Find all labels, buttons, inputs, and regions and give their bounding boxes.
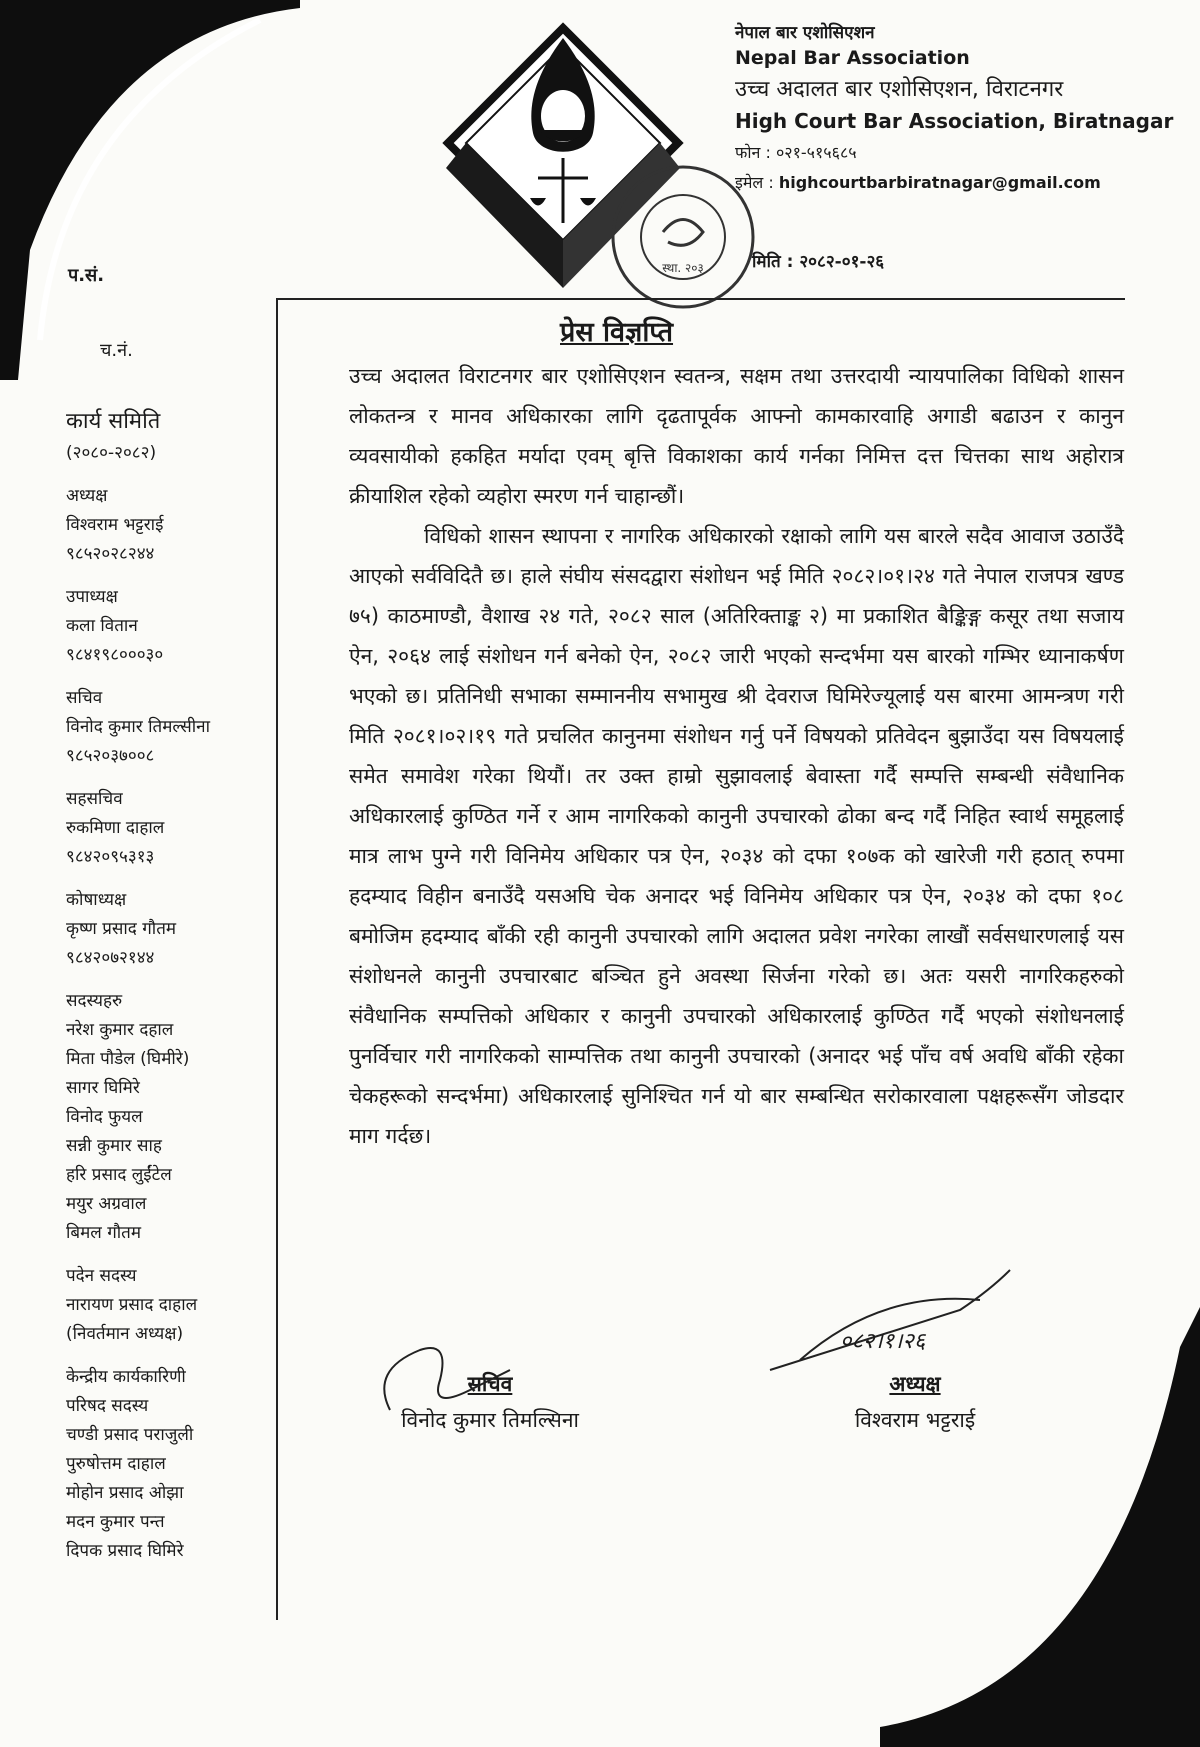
letterhead-text (735, 20, 1175, 193)
official-round-stamp (608, 162, 758, 312)
committee-heading (66, 405, 271, 468)
email-line (735, 171, 1175, 193)
member-role: सचिव (66, 688, 103, 708)
member-role: उपाध्यक्ष (66, 587, 118, 607)
branch-name-english: High Court Bar Association, Biratnagar (735, 109, 1174, 133)
member-joint-secretary (66, 785, 271, 872)
president-signature-block (800, 1329, 1030, 1434)
member-role: सहसचिव (66, 789, 123, 809)
letter-date (752, 249, 884, 272)
date-value: २०८२-०१-२६ (799, 252, 885, 272)
phone-number: ०२१-५१५६८५ (775, 143, 857, 162)
secretary-name: विनोद कुमार तिमल्सिना (401, 1408, 579, 1432)
list-item: मिता पौडेल (घिमीरे) (66, 1049, 190, 1069)
member-secretary (66, 684, 271, 771)
president-name: विश्वराम भट्टराई (854, 1408, 976, 1432)
list-item: दिपक प्रसाद घिमिरे (66, 1541, 184, 1561)
member-phone: ९८४२०९५३१३ (66, 847, 155, 867)
member-name: कृष्ण प्रसाद गौतम (66, 919, 177, 939)
header-divider (276, 298, 1125, 300)
email-label: इमेल : (735, 173, 774, 192)
paragraph-2: विधिको शासन स्थापना र नागरिक अधिकारको रक्षाको लागि यस बारले सदैव आवाज उठाउँदै आएको सर्वविदितै छ। हाले संघीय संसदद्वारा संशोधन भई मिति २०८२।०१।२४ गते नेपाल राजपत्र खण्ड ७५) काठमाण्डौ, वैशाख २४ गते, २०८२ साल (अतिरिक्ताङ्क २) मा प्रकाशित बैङ्किङ्ग कसूर तथा सजाय ऐन, २०६४ लाई संशोधन गर्न बनेको ऐन, २०८२ जारी भएको सन्दर्भमा यस बारको गम्भिर ध्यानाकर्षण भएको छ। प्रतिनिधी सभाका सम्माननीय सभामुख श्री देवराज घिमिरेज्यूलाई यस बारमा आमन्त्रण गरी मिति २०८१।०२।१९ गते प्रचलित कानुनमा संशोधन गर्नु पर्ने विषयको प्रतिवेदन बुझाउँदा यस विषयलाई समेत समावेश गरेका थियौं। तर उक्त हाम्रो सुझावलाई बेवास्ता गर्दै सम्पत्ति सम्बन्धी संवैधानिक अधिकारलाई कुण्ठित गर्ने र आम नागरिकको कानुनी उपचारको ढोका बन्द गर्दै निहित स्वार्थ समूहलाई मात्र लाभ पुग्ने गरी विनिमेय अधिकार पत्र ऐन, २०३४ को दफा १०७क को खारेजी गरी हठात् रुपमा हदम्याद विहीन बनाउँदै यसअघि चेक अनादर भई विनिमेय अधिकार पत्र ऐन, २०३४ को दफा १०८ बमोजिम हदम्याद बाँकी रही कानुनी उपचारको लागि अदालत प्रवेश नगरेका लाखौं सर्वसधारणलाई यस संशोधनले कानुनी उपचारबाट बञ्चित हुने अवस्था सिर्जना गरेको छ। अतः यसरी नागरिकहरुको संवैधानिक सम्पत्तिको अधिकार र कानुनी उपचारको अधिकारलाई कुण्ठित गर्दै भएको संशोधनलाई पुनर्विचार गरी नागरिकको साम्पत्तिक तथा कानुनी उपचारको (अनादर भई पाँच वर्ष अवधि बाँकी रहेका चेकहरूको सन्दर्भमा) अधिकारलाई सुनिश्चित गर्न यो बार सम्बन्धित सरोकारवाला पक्षहरूसँग जोडदार माग गर्दछ। (349, 524, 1124, 1148)
central-title: केन्द्रीय कार्यकारिणी (66, 1367, 186, 1387)
exofficio-note: (निवर्तमान अध्यक्ष) (66, 1324, 184, 1344)
list-item: सागर घिमिरे (66, 1078, 140, 1098)
member-role: कोषाध्यक्ष (66, 890, 127, 910)
list-item: सन्नी कुमार साह (66, 1136, 162, 1156)
email-address: highcourtbarbiratnagar@gmail.com (778, 173, 1101, 192)
president-role: अध्यक्ष (889, 1372, 941, 1396)
list-item: पुरुषोत्तम दाहाल (66, 1454, 166, 1474)
committee-sidebar (66, 405, 271, 1580)
member-name: कला वितान (66, 616, 138, 636)
member-treasurer (66, 886, 271, 973)
committee-title: कार्य समिति (66, 409, 161, 434)
member-phone: ९८५२०३७००८ (66, 746, 155, 766)
list-item: मयुर अग्रवाल (66, 1194, 147, 1214)
list-item: नरेश कुमार दहाल (66, 1020, 174, 1040)
member-president (66, 482, 271, 569)
president-signature-icon (760, 1250, 1020, 1380)
member-name: विश्वराम भट्टराई (66, 515, 164, 535)
secretary-signature-icon (360, 1330, 560, 1420)
org-name-nepali: नेपाल बार एशोसिएशन (735, 23, 875, 43)
list-item: विनोद फुयल (66, 1107, 143, 1127)
president-handwritten-date: ०८२।१।२६ (840, 1329, 926, 1354)
secretary-role: सचिव (467, 1372, 513, 1396)
list-item: चण्डी प्रसाद पराजुली (66, 1425, 194, 1445)
sidebar-divider (276, 298, 278, 1620)
decorative-corner-top-left (0, 0, 300, 380)
exofficio-member (66, 1262, 271, 1349)
member-phone: ९८४१९८०००३० (66, 645, 164, 665)
member-vice-president (66, 583, 271, 670)
org-name-english: Nepal Bar Association (735, 47, 970, 69)
phone-label: फोन : (735, 143, 771, 162)
reference-number-label: प.सं. (68, 265, 105, 286)
branch-name-nepali: उच्च अदालत बार एशोसिएशन, विराटनगर (735, 77, 1064, 102)
secretary-signature-block (360, 1370, 620, 1434)
list-item: हरि प्रसाद लुईंटेल (66, 1165, 172, 1185)
list-item: मदन कुमार पन्त (66, 1512, 165, 1532)
members-title: सदस्यहरु (66, 991, 123, 1011)
member-name: विनोद कुमार तिमल्सीना (66, 717, 210, 737)
member-name: रुकमिणा दाहाल (66, 818, 165, 838)
member-phone: ९८५२०२८२४४ (66, 544, 155, 564)
central-council-members (66, 1363, 271, 1566)
dispatch-number-label: च.नं. (100, 340, 133, 361)
members-list (66, 987, 271, 1248)
press-release-title: प्रेस विज्ञप्ति (560, 317, 674, 348)
member-phone: ९८४२०७२१४४ (66, 948, 155, 968)
member-role: अध्यक्ष (66, 486, 108, 506)
letter-body (349, 356, 1124, 1156)
date-label: मिति : (752, 252, 794, 272)
paragraph-1: उच्च अदालत विराटनगर बार एशोसिएशन स्वतन्त्र, सक्षम तथा उत्तरदायी न्यायपालिका विधिको शासन लोकतन्त्र र मानव अधिकारका लागि दृढतापूर्वक आफ्नो कामकारवाहि अगाडी बढाउन र कानुन व्यवसायीको हकहित मर्यादा एवम् बृत्ति विकाशका कार्य गर्नका निमित्त दत्त चित्तका साथ अहोरात्र क्रीयाशिल रहेको व्यहोरा स्मरण गर्न चाहान्छौं। (349, 364, 1124, 508)
exofficio-name: नारायण प्रसाद दाहाल (66, 1295, 198, 1315)
list-item: बिमल गौतम (66, 1223, 142, 1243)
list-item: मोहोन प्रसाद ओझा (66, 1483, 184, 1503)
stamp-text: स्था. २०३ (662, 261, 704, 275)
central-title-line2: परिषद सदस्य (66, 1396, 149, 1416)
committee-years: (२०८०-२०८२) (66, 443, 157, 463)
exofficio-title: पदेन सदस्य (66, 1266, 137, 1286)
phone-line (735, 141, 1175, 163)
